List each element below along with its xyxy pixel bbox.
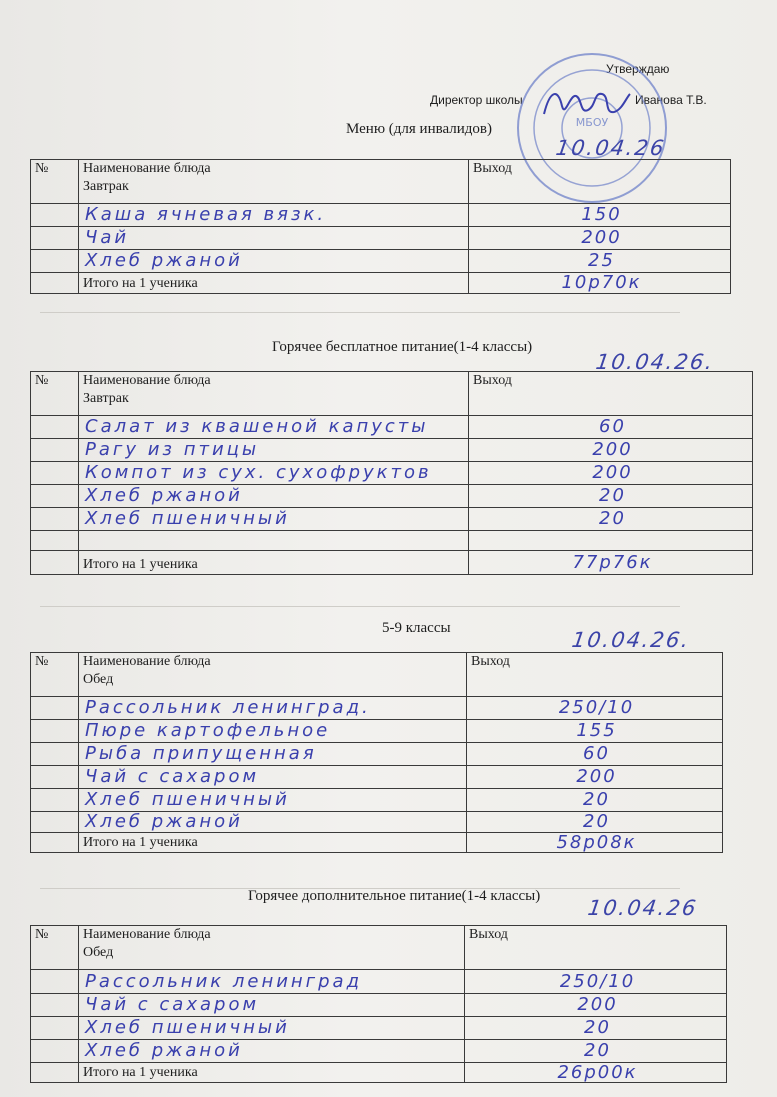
output-cell: 200 <box>469 439 753 462</box>
total-label: Итого на 1 ученика <box>79 551 469 575</box>
dish-cell: Хлеб ржаной <box>79 485 469 508</box>
table-row <box>31 416 753 439</box>
output-cell: 60 <box>467 743 723 766</box>
table-row <box>31 766 723 789</box>
table-row <box>31 743 723 766</box>
num-cell <box>31 250 79 273</box>
total-value: 77р76к <box>469 551 753 575</box>
table-row <box>31 508 753 531</box>
num-cell <box>31 439 79 462</box>
table-header-row <box>31 160 731 204</box>
num-cell <box>31 720 79 743</box>
output-cell: 20 <box>467 812 723 833</box>
table-header-row <box>31 653 723 697</box>
dish-cell: Хлеб ржаной <box>79 1040 465 1063</box>
num-cell <box>31 204 79 227</box>
num-cell <box>31 1017 79 1040</box>
director-signature <box>540 84 632 124</box>
dish-cell: Рассольник ленинград. <box>79 697 467 720</box>
output-header: Выход <box>465 926 727 970</box>
dish-cell: Чай <box>79 227 469 250</box>
num-cell <box>31 812 79 833</box>
table-row <box>31 789 723 812</box>
table-row <box>31 485 753 508</box>
total-row <box>31 551 753 575</box>
dish-cell: Пюре картофельное <box>79 720 467 743</box>
num-cell <box>31 1063 79 1083</box>
meal-label: Обед <box>83 672 114 687</box>
num-cell <box>31 970 79 994</box>
dish-header-label: Наименование блюда <box>83 654 211 669</box>
output-cell: 25 <box>469 250 731 273</box>
table-header-row <box>31 372 753 416</box>
dish-cell: Компот из сух. сухофруктов <box>79 462 469 485</box>
num-cell <box>31 462 79 485</box>
dish-cell: Хлеб пшеничный <box>79 508 469 531</box>
output-cell: 200 <box>467 766 723 789</box>
output-header: Выход <box>469 372 753 416</box>
menu-table <box>30 652 723 853</box>
dish-cell: Чай с сахаром <box>79 994 465 1017</box>
total-label: Итого на 1 ученика <box>79 273 469 294</box>
num-cell <box>31 273 79 294</box>
handwritten-date: 10.04.26. <box>570 628 692 652</box>
table-row <box>31 697 723 720</box>
dish-header <box>79 926 465 970</box>
meal-label: Завтрак <box>83 179 129 194</box>
output-cell: 250/10 <box>467 697 723 720</box>
num-header: № <box>31 160 79 204</box>
num-cell <box>31 485 79 508</box>
table-row <box>31 1017 727 1040</box>
table-row <box>31 970 727 994</box>
total-label: Итого на 1 ученика <box>79 833 467 853</box>
total-row <box>31 273 731 294</box>
output-cell: 20 <box>469 508 753 531</box>
stamp-text: МБОУ <box>575 116 609 129</box>
table-row <box>31 250 731 273</box>
dish-cell: Хлеб пшеничный <box>79 789 467 812</box>
output-cell: 20 <box>465 1040 727 1063</box>
menu-table <box>30 159 731 294</box>
total-value: 10р70к <box>469 273 731 294</box>
num-cell <box>31 551 79 575</box>
total-label: Итого на 1 ученика <box>79 1063 465 1083</box>
num-cell <box>31 833 79 853</box>
total-row <box>31 833 723 853</box>
menu-table <box>30 371 753 575</box>
dish-cell: Рыба припущенная <box>79 743 467 766</box>
dish-cell: Хлеб ржаной <box>79 812 467 833</box>
num-cell <box>31 766 79 789</box>
table-row <box>31 994 727 1017</box>
num-cell <box>31 416 79 439</box>
output-header: Выход <box>469 160 731 204</box>
table-row <box>31 227 731 250</box>
dish-cell <box>79 531 469 551</box>
dish-header-label: Наименование блюда <box>83 927 211 942</box>
dish-header <box>79 653 467 697</box>
section-title: Горячее дополнительное питание(1-4 классы) <box>248 888 541 904</box>
table-header-row <box>31 926 727 970</box>
dish-cell: Каша ячневая вязк. <box>79 204 469 227</box>
table-row <box>31 204 731 227</box>
total-row <box>31 1063 727 1083</box>
num-cell <box>31 508 79 531</box>
output-cell: 155 <box>467 720 723 743</box>
faint-line <box>40 312 680 313</box>
handwritten-date: 10.04.26. <box>594 350 716 374</box>
section-title: 5-9 классы <box>382 620 451 636</box>
output-cell: 60 <box>469 416 753 439</box>
section-title: Горячее бесплатное питание(1-4 классы) <box>272 339 533 355</box>
output-cell <box>469 531 753 551</box>
num-cell <box>31 1040 79 1063</box>
num-header: № <box>31 653 79 697</box>
menu-table <box>30 925 727 1083</box>
dish-cell: Салат из квашеной капусты <box>79 416 469 439</box>
dish-header <box>79 160 469 204</box>
num-cell <box>31 789 79 812</box>
faint-line <box>40 606 680 607</box>
table-row <box>31 720 723 743</box>
dish-header-label: Наименование блюда <box>83 373 211 388</box>
meal-label: Завтрак <box>83 391 129 406</box>
table-row <box>31 439 753 462</box>
total-value: 26р00к <box>465 1063 727 1083</box>
output-cell: 200 <box>469 227 731 250</box>
total-value: 58р08к <box>467 833 723 853</box>
section-title: Меню (для инвалидов) <box>346 121 492 137</box>
num-cell <box>31 697 79 720</box>
dish-cell: Хлеб ржаной <box>79 250 469 273</box>
meal-label: Обед <box>83 945 114 960</box>
dish-cell: Рагу из птицы <box>79 439 469 462</box>
table-row <box>31 531 753 551</box>
output-cell: 250/10 <box>465 970 727 994</box>
num-cell <box>31 531 79 551</box>
num-cell <box>31 227 79 250</box>
table-row <box>31 812 723 833</box>
table-row <box>31 462 753 485</box>
dish-cell: Рассольник ленинград <box>79 970 465 994</box>
director-label: Директор школы <box>430 93 523 107</box>
output-cell: 20 <box>469 485 753 508</box>
approve-word: Утверждаю <box>606 62 670 76</box>
output-header: Выход <box>467 653 723 697</box>
dish-cell: Чай с сахаром <box>79 766 467 789</box>
dish-header <box>79 372 469 416</box>
output-cell: 200 <box>469 462 753 485</box>
dish-cell: Хлеб пшеничный <box>79 1017 465 1040</box>
output-cell: 20 <box>465 1017 727 1040</box>
handwritten-date: 10.04.26 <box>586 896 700 920</box>
num-cell <box>31 994 79 1017</box>
num-header: № <box>31 926 79 970</box>
output-cell: 20 <box>467 789 723 812</box>
num-cell <box>31 743 79 766</box>
num-header: № <box>31 372 79 416</box>
output-cell: 150 <box>469 204 731 227</box>
table-row <box>31 1040 727 1063</box>
director-name: Иванова Т.В. <box>635 93 707 107</box>
dish-header-label: Наименование блюда <box>83 161 211 176</box>
handwritten-date: 10.04.26 <box>554 136 668 160</box>
output-cell: 200 <box>465 994 727 1017</box>
